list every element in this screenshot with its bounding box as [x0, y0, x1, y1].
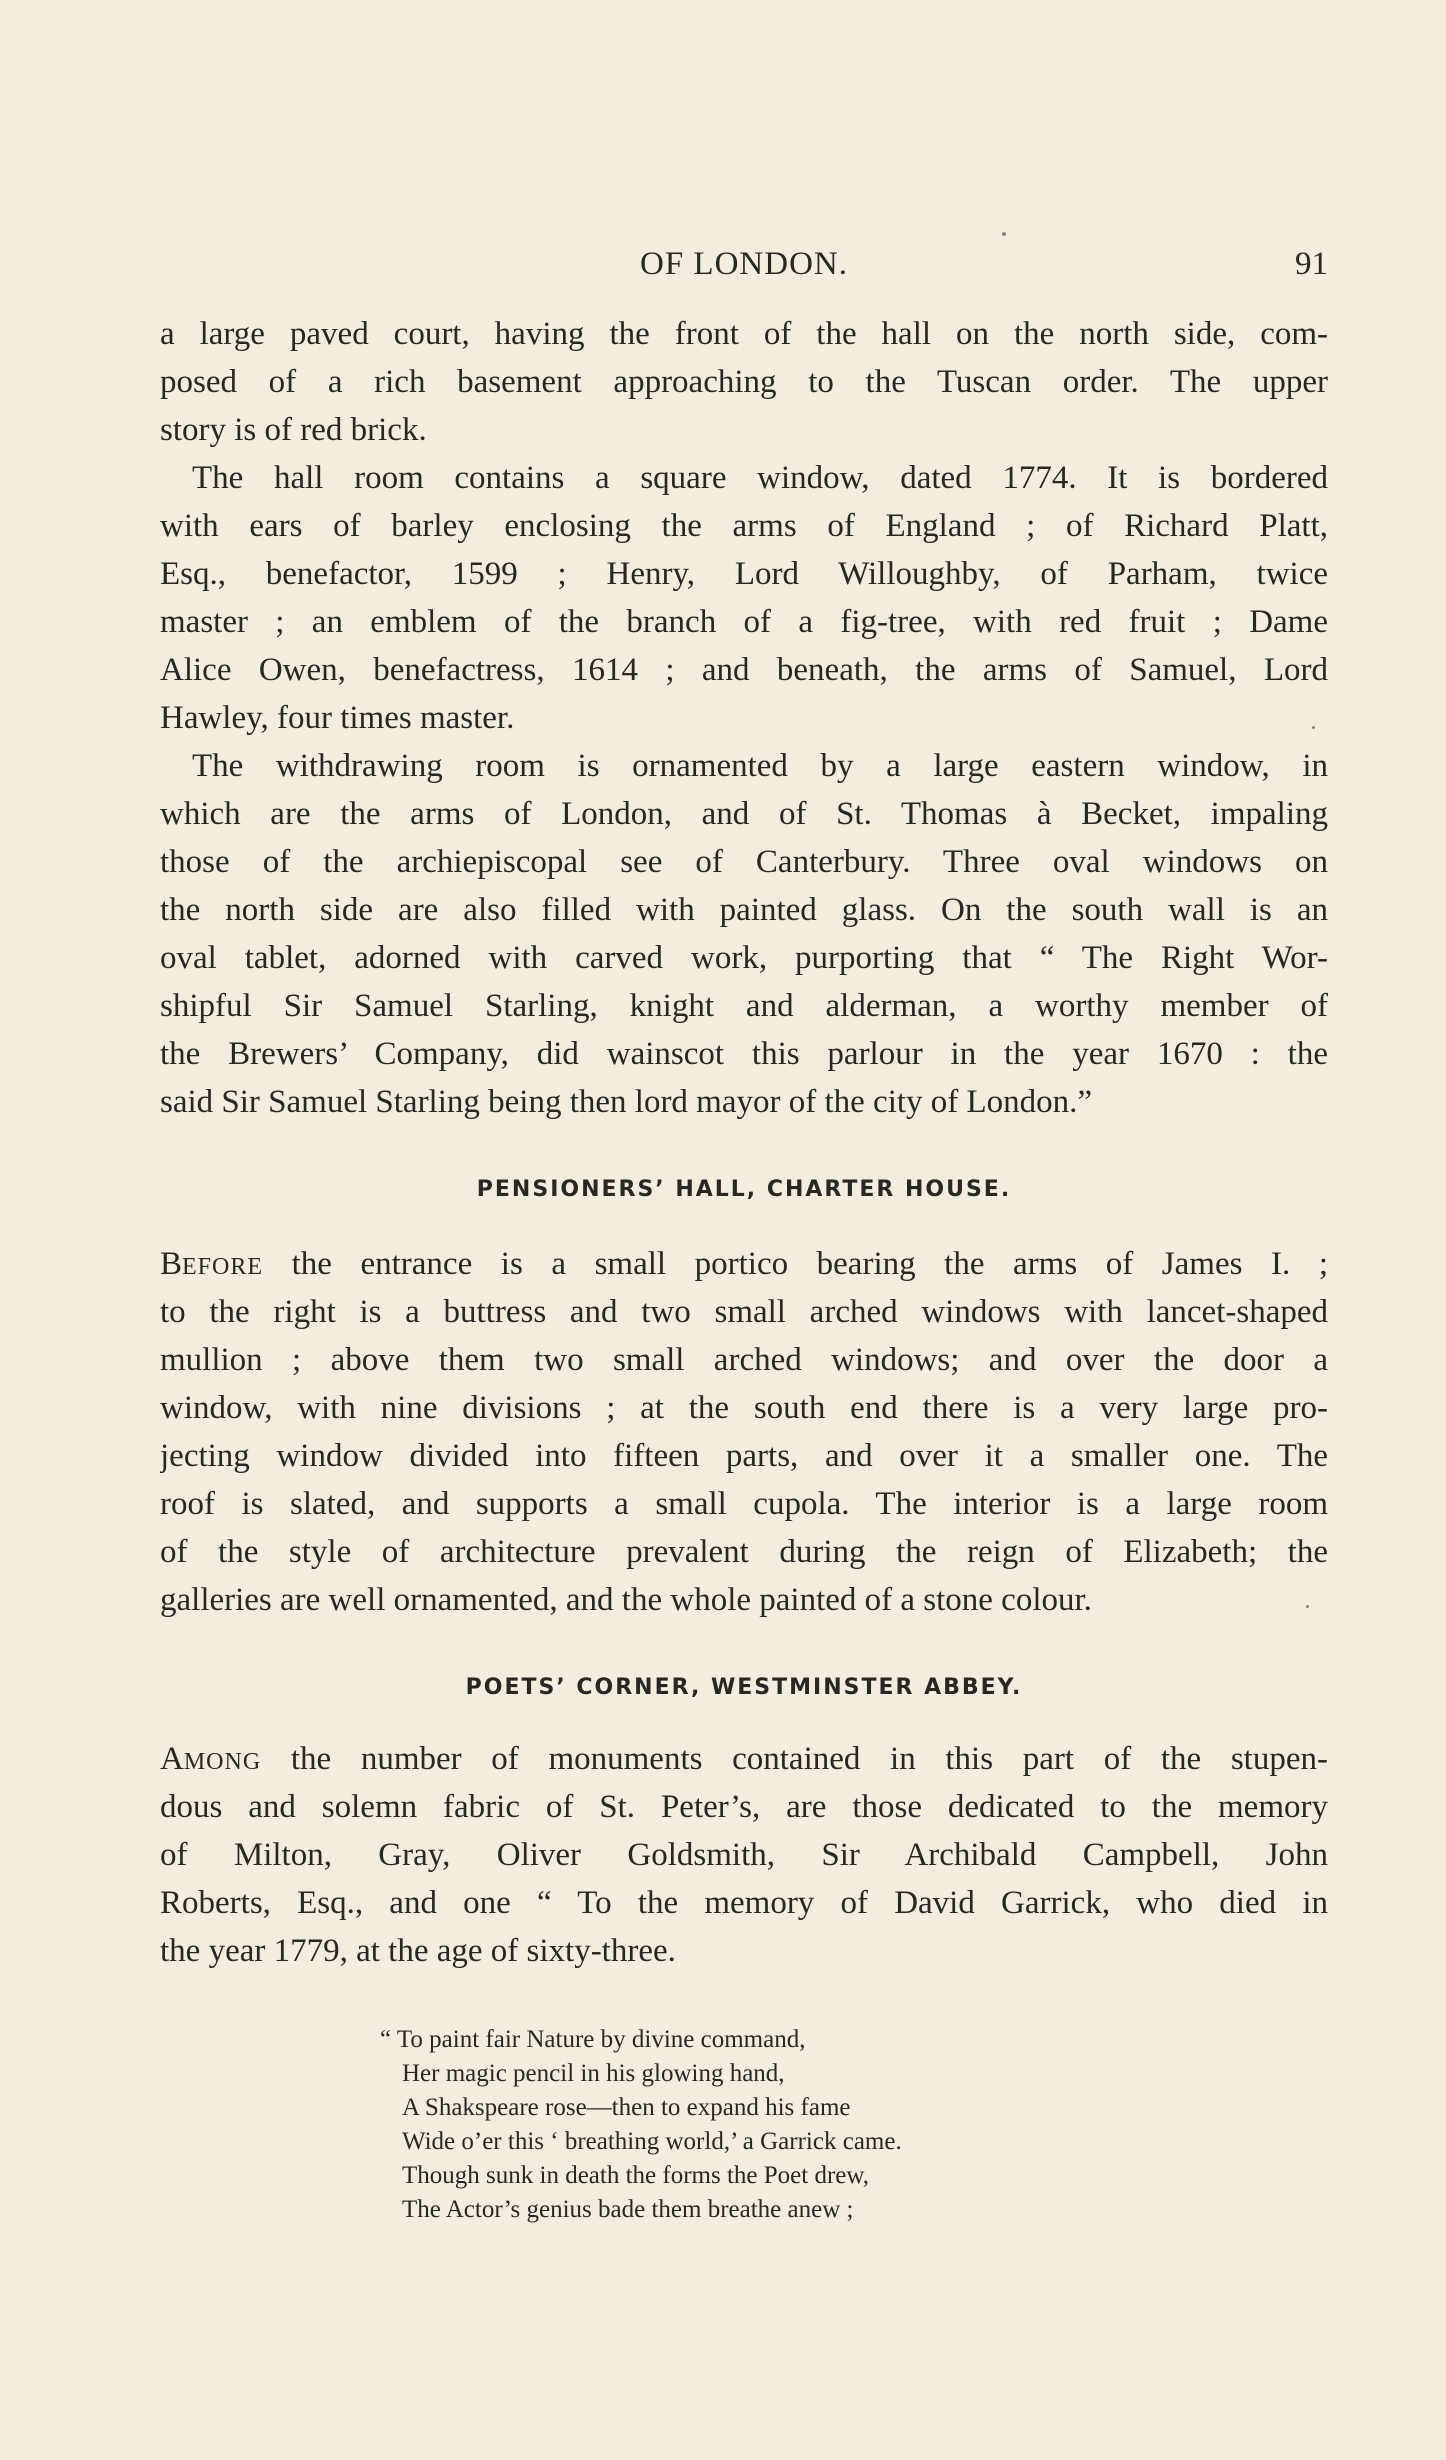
drop-initial: B [160, 1246, 183, 1282]
brewers-hall-text [160, 310, 1328, 1126]
first-line-text: the number of monuments contained in this part of the stupen- [261, 1741, 1328, 1777]
text-line: shipful Sir Samuel Starling, knight and alderman, a worthy member of [160, 988, 1328, 1024]
running-title: OF LONDON. [640, 246, 848, 282]
paragraph-first-line [160, 1240, 1328, 1288]
text-line: a large paved court, having the front of the hall on the north side, com- [160, 316, 1328, 352]
paragraph-first-line [160, 1735, 1328, 1783]
text-line: master ; an emblem of the branch of a fig-tree, with red fruit ; Dame [160, 604, 1328, 640]
poem-line: “ To paint fair Nature by divine command, [380, 2026, 806, 2053]
text-line: said Sir Samuel Starling being then lord mayor of the city of London.” [160, 1084, 1093, 1120]
paragraph-first-line: The hall room contains a square window, dated 1774. It is bordered [192, 460, 1328, 496]
text-line: window, with nine divisions ; at the south end there is a very large pro- [160, 1390, 1328, 1426]
text-line: roof is slated, and supports a small cupola. The interior is a large room [160, 1486, 1328, 1522]
text-line: of Milton, Gray, Oliver Goldsmith, Sir Archibald Campbell, John [160, 1837, 1328, 1873]
text-line: the Brewers’ Company, did wainscot this parlour in the year 1670 : the [160, 1036, 1328, 1072]
text-line: to the right is a buttress and two small arched windows with lancet-shaped [160, 1294, 1328, 1330]
page-header [160, 246, 1328, 292]
text-line: Alice Owen, benefactress, 1614 ; and beneath, the arms of Samuel, Lord [160, 652, 1328, 688]
text-line: of the style of architecture prevalent during the reign of Elizabeth; the [160, 1534, 1328, 1570]
text-line: the north side are also filled with painted glass. On the south wall is an [160, 892, 1328, 928]
poem-line: A Shakspeare rose—then to expand his fame [402, 2094, 851, 2121]
paragraph-first-line: The withdrawing room is ornamented by a large eastern window, in [192, 748, 1328, 784]
epitaph-poem [380, 2023, 1100, 2227]
small-caps-word: MONG [183, 1749, 262, 1775]
text-line: story is of red brick. [160, 412, 427, 448]
text-line: galleries are well ornamented, and the whole painted of a stone colour. [160, 1582, 1092, 1618]
text-line: which are the arms of London, and of St. Thomas à Becket, impaling [160, 796, 1328, 832]
text-line: posed of a rich basement approaching to the Tuscan order. The upper [160, 364, 1328, 400]
text-line: oval tablet, adorned with carved work, purporting that “ The Right Wor- [160, 940, 1328, 976]
text-line: with ears of barley enclosing the arms of England ; of Richard Platt, [160, 508, 1328, 544]
text-line: mullion ; above them two small arched windows; and over the door a [160, 1342, 1328, 1378]
drop-initial: A [160, 1741, 184, 1777]
poem-line: Though sunk in death the forms the Poet drew, [402, 2162, 870, 2189]
first-line-text: the entrance is a small portico bearing the arms of James I. ; [263, 1246, 1328, 1282]
section-heading-pensioners-hall: PENSIONERS’ HALL, CHARTER HOUSE. [476, 1177, 1012, 1202]
text-line: Hawley, four times master. [160, 700, 515, 736]
poem-line: Her magic pencil in his glowing hand, [402, 2060, 785, 2087]
text-line: Roberts, Esq., and one “ To the memory of David Garrick, who died in [160, 1885, 1328, 1921]
text-line: dous and solemn fabric of St. Peter’s, are those dedicated to the memory [160, 1789, 1328, 1825]
small-caps-word: EFORE [182, 1254, 264, 1280]
section-heading-poets-corner: POETS’ CORNER, WESTMINSTER ABBEY. [465, 1675, 1023, 1700]
page-number: 91 [1295, 246, 1328, 282]
text-line: the year 1779, at the age of sixty-three. [160, 1933, 676, 1969]
poets-corner-text [160, 1735, 1328, 1975]
text-line: Esq., benefactor, 1599 ; Henry, Lord Willoughby, of Parham, twice [160, 556, 1328, 592]
poem-line: The Actor’s genius bade them breathe anew ; [402, 2196, 854, 2223]
text-line: those of the archiepiscopal see of Canterbury. Three oval windows on [160, 844, 1328, 880]
pensioners-hall-text [160, 1240, 1328, 1624]
text-line: jecting window divided into fifteen parts, and over it a smaller one. The [160, 1438, 1328, 1474]
poem-line: Wide o’er this ‘ breathing world,’ a Garrick came. [402, 2128, 902, 2155]
